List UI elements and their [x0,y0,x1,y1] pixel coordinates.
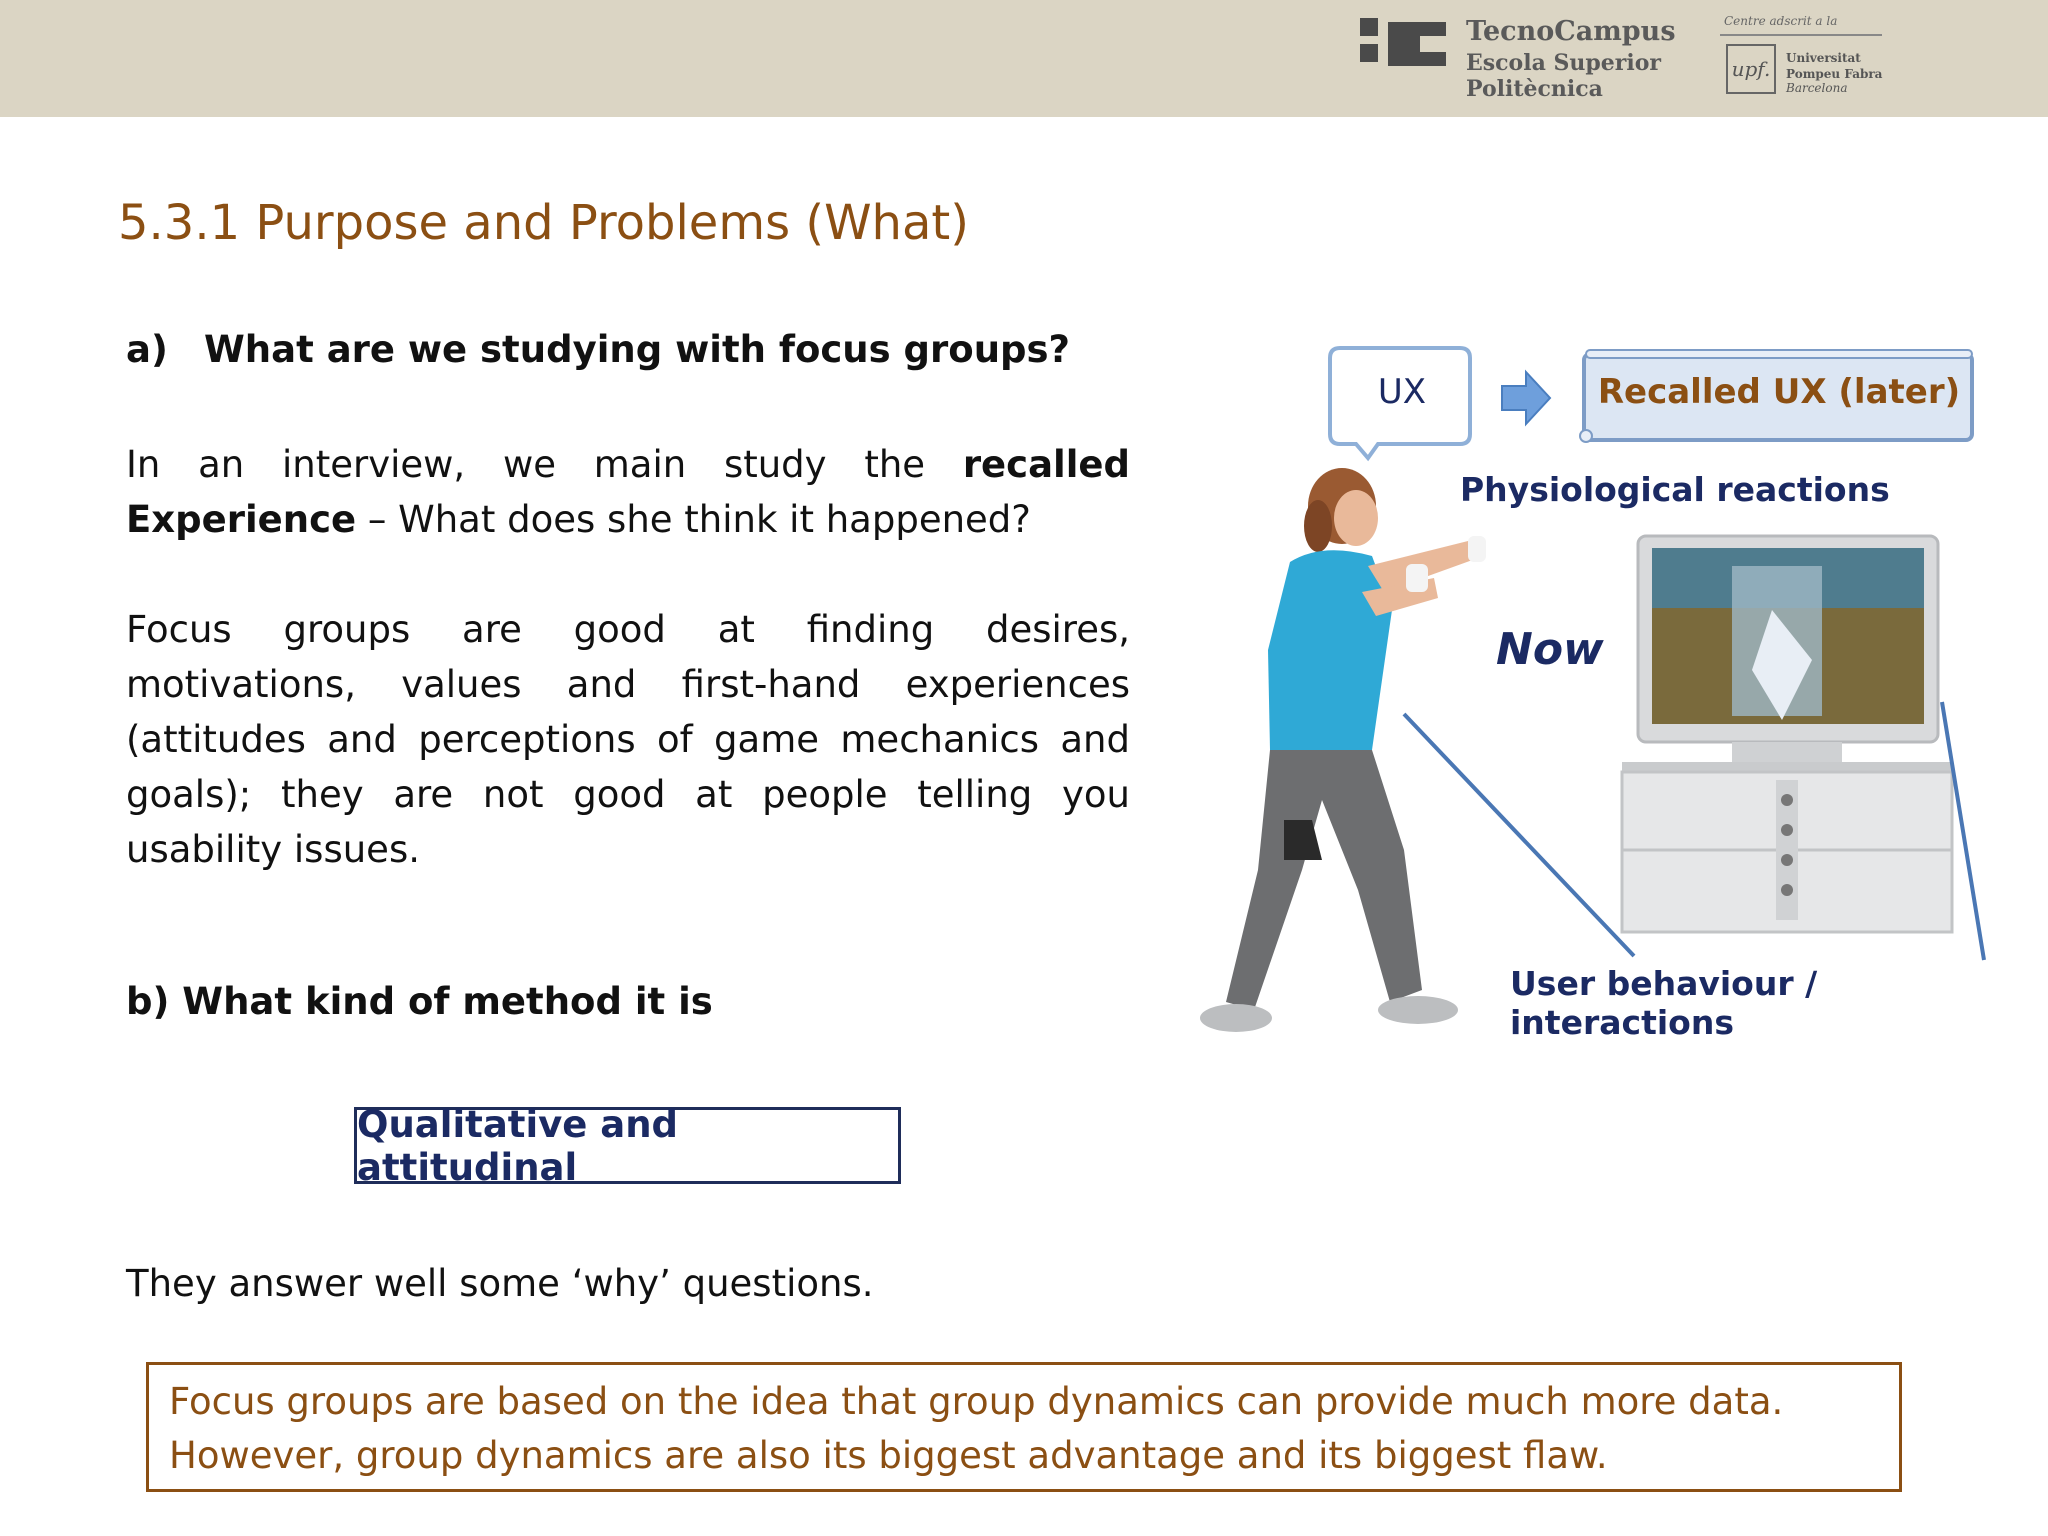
slide-title: 5.3.1 Purpose and Problems (What) [118,195,969,251]
upf-logo-icon: upf. [1726,44,1776,94]
paragraph-recalled-experience [126,437,1130,547]
television-icon [1622,536,1952,932]
right-arrow-icon [1502,372,1550,424]
upf-name-line3: Barcelona [1786,81,1848,95]
recalled-ux-label: Recalled UX (later) [1597,372,1961,412]
question-a [126,328,1070,371]
question-a-letter: a) [126,328,168,371]
upf-name-line2: Pompeu Fabra [1786,67,1883,81]
logo-school: Escola Superior [1466,50,1661,76]
why-questions-line: They answer well some ‘why’ questions. [126,1262,874,1305]
affiliation-divider [1720,34,1882,36]
para1-post: – What does she think it happened? [356,498,1031,541]
user-behaviour-label: User behaviour / interactions [1510,964,1818,1042]
logo-name: TecnoCampus [1466,16,1676,47]
ux-bubble-label: UX [1377,372,1427,412]
method-type-box: Qualitative and attitudinal [354,1107,901,1184]
physiological-reactions-label: Physiological reactions [1460,470,1890,509]
note-line-1: Focus groups are based on the idea that group dynamics can provide much more data. [169,1380,1784,1423]
question-b: b) What kind of method it is [126,980,713,1023]
para1-bold: recalled Experience [126,443,1130,541]
tecnocampus-logo-icon [1360,18,1446,76]
pointer-line-left [1404,714,1634,956]
group-dynamics-note [146,1362,1902,1492]
question-a-text: What are we studying with focus groups? [204,328,1071,371]
now-label: Now [1496,624,1604,675]
note-line-2: However, group dynamics are also its biggest advantage and its biggest flaw. [169,1434,1608,1477]
upf-name-line1: Universitat [1786,51,1861,65]
player-figure-icon [1200,468,1486,1032]
logo-school-2: Politècnica [1466,76,1603,102]
paragraph-focus-groups: Focus groups are good at finding desires, motivations, values and first-hand experiences (attitudes and perceptions of game mechanics and goals); they are not good at people telling you usability issues. [126,608,1130,871]
affiliation-text: Centre adscrit a la [1724,14,1838,28]
para1-pre: In an interview, we main study the [126,443,963,486]
